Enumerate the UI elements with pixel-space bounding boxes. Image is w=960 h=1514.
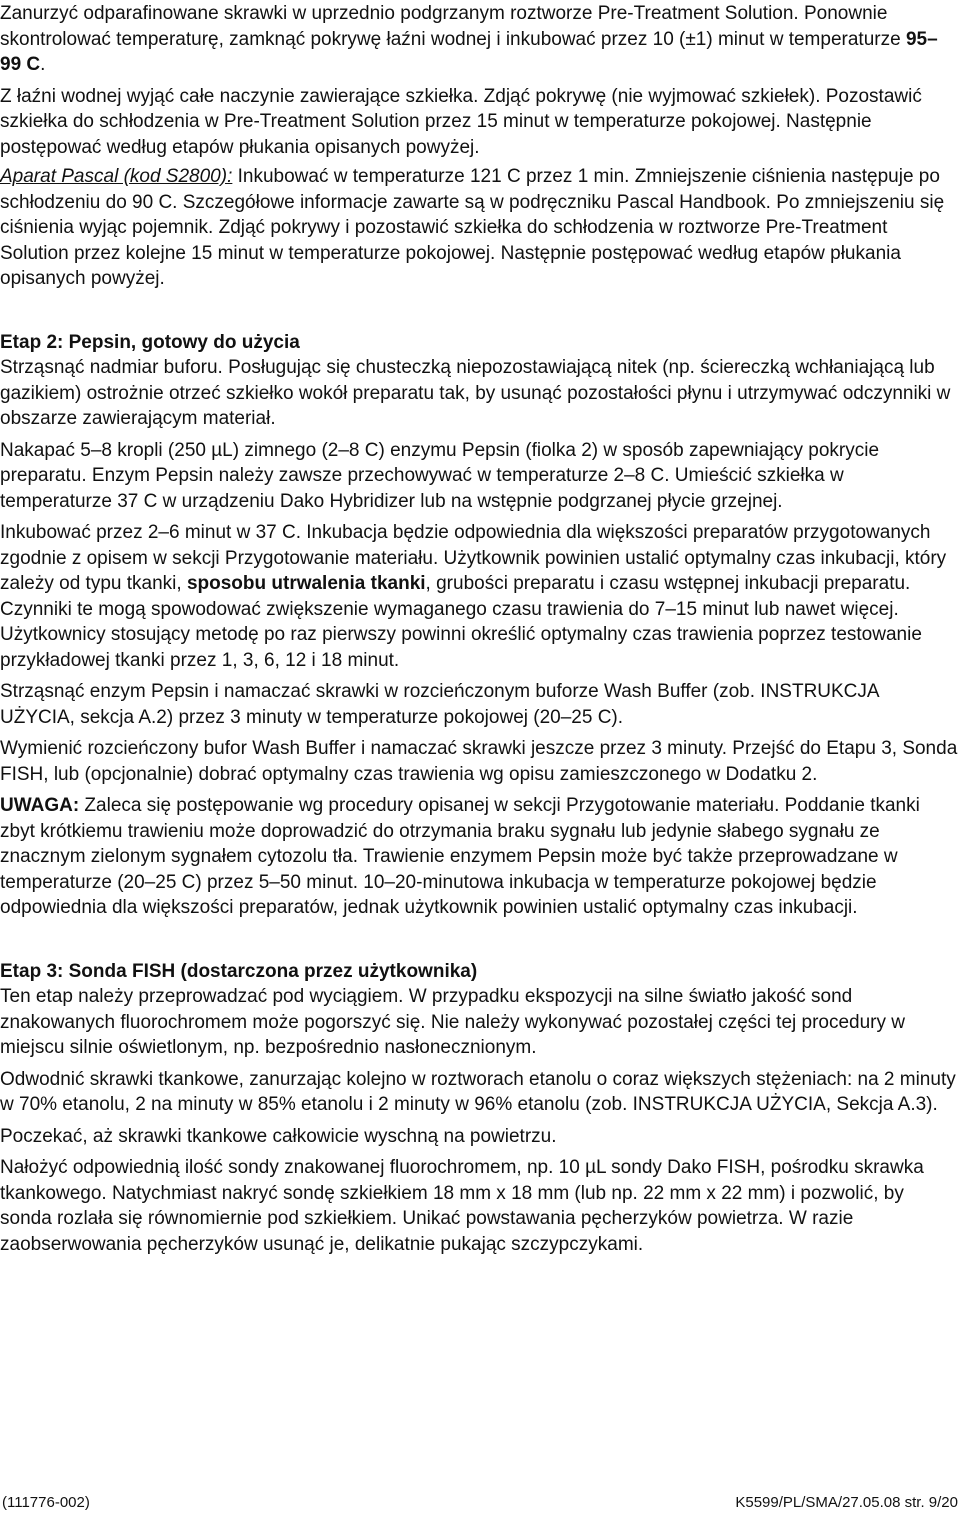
document-code: (111776-002) (2, 1494, 90, 1511)
section-heading-etap-3: Etap 3: Sonda FISH (dostarczona przez użytkownika) (0, 960, 478, 982)
text: . (40, 54, 46, 75)
text: , grubości preparatu i czasu wstępnej inkubacji preparatu. Czynniki te mogą spowodować zwiększenie wymaganego czasu trawienia do 7–15 minut lub nawet więcej. Użytkownicy stosujący metodę po raz pierwszy powinni określić optymalny czas trawienia poprzez testowanie przykładowej tkanki przez 1, 3, 6, 12 i 18 minut. (0, 573, 922, 671)
document-body (0, 1, 958, 1257)
text: Inkubować w temperaturze 121 C przez 1 min. Zmniejszenie ciśnienia następuje po schłodzeniu do 90 C. Szczegółowe informacje zawarte są w podręczniku Pascal Handbook. Po zmniejszeniu się ciśnienia wyjąc pojemnik. Zdjąć pokrywy i pozostawić szkiełka do schłodzenia w roztworze Pre-Treatment Solution przez kolejne 15 minut w temperaturze pokojowej. Następnie postępować według etapów płukania opisanych powyżej. (0, 166, 945, 289)
text: Inkubować przez 2–6 minut w 37 C. Inkubacja będzie odpowiednia dla większości preparatów przygotowanych zgodnie z opisem w sekcji Przygotowanie materiału. Użytkownik powinien ustalić optymalny czas inkubacji, który zależy od typu tkanki, (0, 522, 947, 594)
section-heading-etap-2: Etap 2: Pepsin, gotowy do użycia (0, 331, 300, 353)
paragraph-fume-hood: Ten etap należy przeprowadzać pod wyciągiem. W przypadku ekspozycji na silne światło jakość sond znakowanych fluorochromem może pogorszyć się. Nie należy wykonywać pozostałej części tej procedury w miejscu silnie oświetlonym, np. bezpośrednio nasłonecznionym. (0, 986, 905, 1058)
paragraph-pepsin-apply: Nakapać 5–8 kropli (250 µL) zimnego (2–8 C) enzymu Pepsin (fiolka 2) w sposób zapewniający pokrycie preparatu. Enzym Pepsin należy zawsze przechowywać w temperaturze 2–8 C. Umieścić szkiełka w temperaturze 37 C w urządzeniu Dako Hybridizer lub na wstępnie podgrzanej płycie grzejnej. (0, 439, 880, 512)
paragraph-immersion (0, 1, 958, 78)
note-label: UWAGA: (0, 795, 80, 816)
paragraph-cooling: Z łaźni wodnej wyjąć całe naczynie zawierające szkiełka. Zdjąć pokrywę (nie wyjmować szkiełek). Pozostawić szkiełka do schłodzenia w Pre-Treatment Solution przez 15 minut w temperaturze pokojowej. Następnie postępować według etapów płukania opisanych powyżej. (0, 85, 922, 158)
page-reference: K5599/PL/SMA/27.05.08 str. 9/20 (735, 1494, 958, 1511)
paragraph-apply-probe: Nałożyć odpowiednią ilość sondy znakowanej fluorochromem, np. 10 µL sondy Dako FISH, pośrodku skrawka tkankowego. Natychmiast nakryć sondę szkiełkiem 18 mm x 18 mm (lub np. 22 mm x 22 mm) i pozwolić, by sonda rozlała się równomiernie pod szkiełkiem. Unikać powstawania pęcherzyków powietrza. W razie zaobserwowania pęcherzyków usunąć je, delikatnie pukając szczypczykami. (0, 1157, 924, 1255)
paragraph-incubate (0, 520, 958, 673)
paragraph-pascal (0, 164, 958, 292)
paragraph-dehydrate: Odwodnić skrawki tkankowe, zanurzając kolejno w roztworach etanolu o coraz większych stężeniach: na 2 minuty w 70% etanolu, 2 na minuty w 85% etanolu i 2 minuty w 96% etanolu (zob. INSTRUKCJA UŻYCIA, Sekcja A.3). (0, 1068, 956, 1115)
temperature-range: 95–99 C (0, 28, 938, 75)
emphasis-fixation: sposobu utrwalenia tkanki (186, 573, 426, 594)
paragraph-wipe: Strząsnąć nadmiar buforu. Posługując się chusteczką niepozostawiającą nitek (np. ściereczką wchłaniającą lub gazikiem) ostrożnie otrzeć szkiełko wokół preparatu tak, by usunąć pozostałości płynu i utrzymywać odczynniki w obszarze zawierającym materiał. (0, 357, 951, 429)
paragraph-note (0, 793, 958, 921)
text: Zaleca się postępowanie wg procedury opisanej w sekcji Przygotowanie materiału. Poddanie tkanki zbyt krótkiemu trawieniu może doprowadzić do otrzymania braku sygnału lub jedynie słabego sygnału ze znacznym zielonym sygnałem cytozolu tła. Trawienie enzymem Pepsin może być także przeprowadzane w temperaturze (20–25 C) przez 5–50 minut. 10–20-minutowa inkubacja w temperaturze pokojowej będzie odpowiednia dla większości preparatów, jednak użytkownik powinien ustalić optymalny czas inkubacji. (0, 795, 920, 918)
paragraph-wash-repeat: Wymienić rozcieńczony bufor Wash Buffer i namaczać skrawki jeszcze przez 3 minuty. Przejść do Etapu 3, Sonda FISH, lub (opcjonalnie) dobrać optymalny czas trawienia wg opisu zamieszczonego w Dodatku 2. (0, 738, 958, 785)
paragraph-wash: Strząsnąć enzym Pepsin i namaczać skrawki w rozcieńczonym buforze Wash Buffer (zob. INSTRUKCJA UŻYCIA, sekcja A.2) przez 3 minuty w temperaturze pokojowej (20–25 C). (0, 681, 879, 728)
pascal-label: Aparat Pascal (kod S2800): (0, 166, 233, 187)
text: Zanurzyć odparafinowane skrawki w uprzednio podgrzanym roztworze Pre-Treatment Solution. Ponownie skontrolować temperaturę, zamknąć pokrywę łaźni wodnej i inkubować przez 10 (±1) minut w temperaturze (0, 3, 906, 50)
paragraph-air-dry: Poczekać, aż skrawki tkankowe całkowicie wyschną na powietrzu. (0, 1125, 557, 1147)
